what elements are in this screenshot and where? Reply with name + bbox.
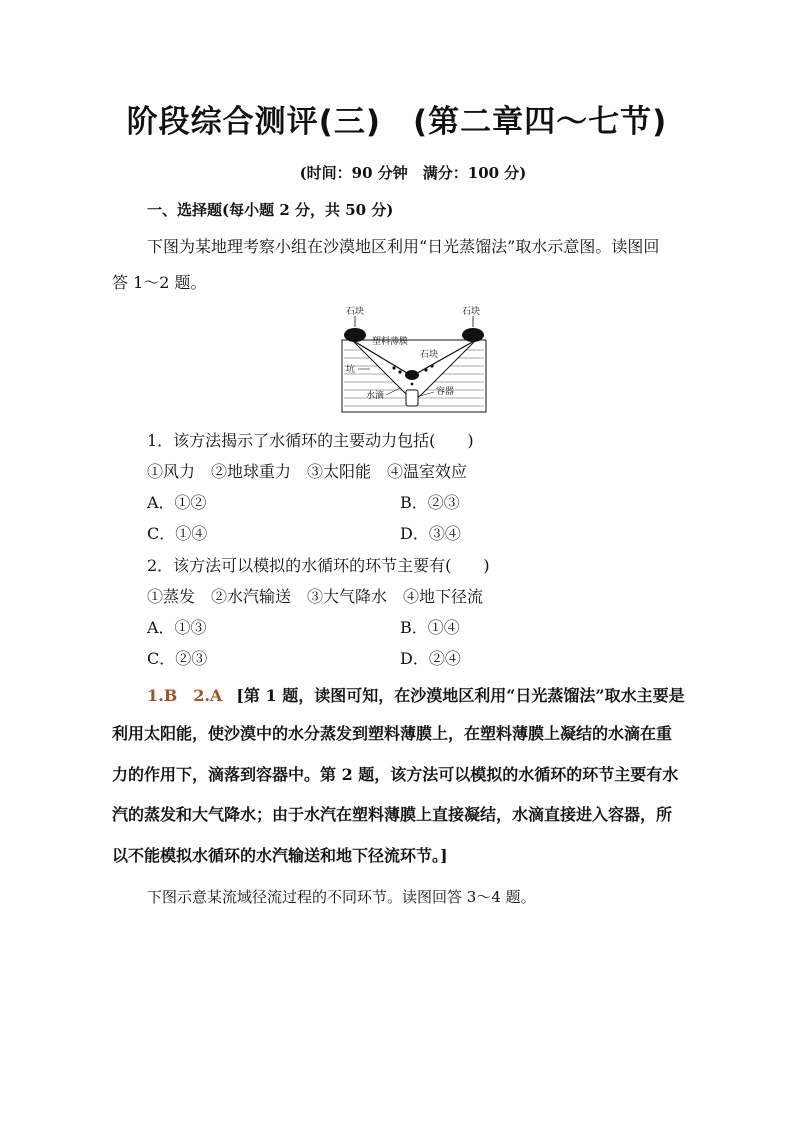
next-intro: 下图示意某流域径流过程的不同环节。读图回答 3～4 题。 [147,888,536,906]
question-2-stem: 2．该方法可以模拟的水循环的环节主要有( ) [147,556,490,575]
question-1-option-b: B．②③ [400,493,460,512]
label-stone-right: 石块 [462,307,481,317]
container [406,390,418,406]
label-film: 塑料薄膜 [372,337,409,347]
exam-info: (时间：90 分钟 满分：100 分) [299,164,527,182]
answer-line-2: 利用太阳能，使沙漠中的水分蒸发到塑料薄膜上，在塑料薄膜上凝结的水滴在重 [112,724,673,743]
question-2-option-d: D．②④ [400,649,461,668]
answer-line-4: 汽的蒸发和大气降水；由于水汽在塑料薄膜上直接凝结，水滴直接进入容器，所 [112,805,673,824]
answer-key: 1.B 2.A [147,686,223,705]
stone-center [405,370,419,380]
question-2-option-c: C．②③ [147,649,208,668]
answer-text-1: [第 1 题，读图可知，在沙漠地区利用“日光蒸馏法”取水主要是 [236,686,685,705]
intro-line-2: 答 1～2 题。 [112,273,207,292]
pit-shape [352,340,476,398]
page-title: 阶段综合测评(三) (第二章四～七节) [126,104,668,140]
intro-line-1: 下图为某地理考察小组在沙漠地区利用“日光蒸馏法”取水示意图。读图回 [147,237,660,256]
answer-line-1 [147,685,685,707]
question-1-stem: 1．该方法揭示了水循环的主要动力包括( ) [147,431,474,450]
stone-left [344,328,366,342]
answer-line-5: 以不能模拟水循环的水汽输送和地下径流环节。] [112,846,448,865]
question-1-option-c: C．①④ [147,524,208,543]
label-pit: 坑 [346,365,356,375]
question-2-option-a: A．①③ [147,618,207,637]
label-container: 容器 [436,387,455,397]
question-2-items: ①蒸发 ②水汽输送 ③大气降水 ④地下径流 [147,587,484,606]
question-1-option-a: A．①② [147,493,207,512]
question-1-option-d: D．③④ [400,524,461,543]
solar-distillation-diagram [334,302,494,418]
question-2-option-b: B．①④ [400,618,460,637]
section-heading: 一、选择题(每小题 2 分，共 50 分) [147,201,394,219]
label-stone-center: 石块 [420,350,439,360]
stone-right [462,328,484,342]
label-stone-left: 石块 [346,307,365,317]
answer-line-3: 力的作用下，滴落到容器中。第 2 题，该方法可以模拟的水循环的环节主要有水 [112,765,679,784]
question-1-items: ①风力 ②地球重力 ③太阳能 ④温室效应 [147,462,468,481]
label-drop: 水滴 [366,391,385,401]
